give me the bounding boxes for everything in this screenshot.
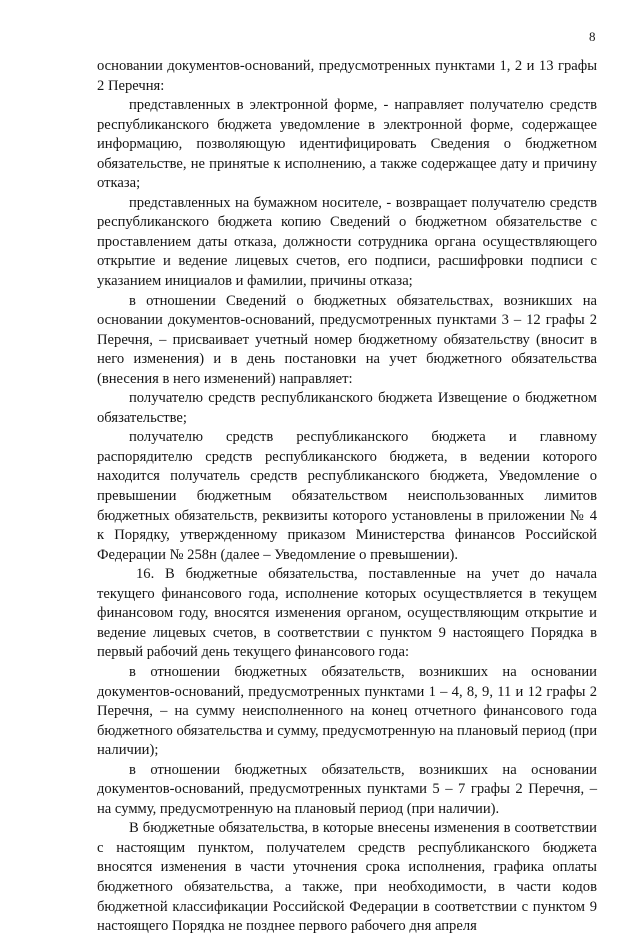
paragraph: в отношении бюджетных обязательств, возникших на основании документов-оснований, предусмотренных пунктами 5 – 7 графы 2 Перечня, – на сумму, предусмотренную на плановый период (при наличии).: [97, 761, 597, 817]
paragraph: В бюджетные обязательства, в которые внесены изменения в соответствии с настоящим пунктом, получателем средств республиканского бюджета вносятся изменения в части уточнения срока исполнения, графика оплаты бюджетного обязательства, а также, при необходимости, в части кодов бюджетной классификации Российской Федерации в соответствии с пунктом 9 настоящего Порядка не позднее первого рабочего дня апреля: [97, 820, 597, 935]
paragraph: основании документов-оснований, предусмотренных пунктами 1, 2 и 13 графы 2 Перечня:: [97, 58, 597, 94]
paragraph: получателю средств республиканского бюджета Извещение о бюджетном обязательстве;: [97, 390, 597, 426]
paragraph: в отношении Сведений о бюджетных обязательствах, возникших на основании документов-оснований, предусмотренных пунктами 3 – 12 графы 2 Перечня, – присваивает учетный номер бюджетному обязательству (вносит в него изменения) и в день постановки на учет бюджетного обязательства (внесения в него изменений) направляет:: [97, 292, 597, 387]
paragraph: представленных на бумажном носителе, - возвращает получателю средств республиканского бюджета копию Сведений о бюджетном обязательстве с проставлением даты отказа, должности сотрудника органа осуществляющего открытие и ведение лицевых счетов, его подписи, расшифровки подписи с указанием инициалов и фамилии, причины отказа;: [97, 194, 597, 290]
paragraph: представленных в электронной форме, - направляет получателю средств республиканского бюджета уведомление в электронной форме, содержащее информацию, позволяющую идентифицировать Сведения о бюджетном обязательстве, не принятые к исполнению, а также содержащее дату и причину отказа;: [97, 97, 597, 192]
paragraph: 16. В бюджетные обязательства, поставленные на учет до начала текущего финансового года, исполнение которых осуществляется в текущем финансовом году, вносятся изменения органом, осуществляющим открытие и ведение лицевых счетов, в соответствии с пунктом 9 настоящего Порядка в первый рабочий день текущего финансового года:: [97, 566, 597, 661]
document-body: [97, 57, 597, 937]
page-number: 8: [589, 29, 596, 44]
paragraph: в отношении бюджетных обязательств, возникших на основании документов-оснований, предусмотренных пунктами 1 – 4, 8, 9, 11 и 12 графы 2 Перечня, – на сумму неисполненного на конец отчетного финансового года бюджетного обязательства и сумму, предусмотренную на плановый период (при наличии);: [97, 663, 597, 759]
paragraph: получателю средств республиканского бюджета и главному распорядителю средств республиканского бюджета, в ведении которого находится получатель средств республиканского бюджета, Уведомление о превышении бюджетным обязательством неиспользованных лимитов бюджетных обязательств, реквизиты которого установлены в приложении № 4 к Порядку, утвержденному приказом Министерства финансов Российской Федерации № 258н (далее – Уведомление о превышении).: [97, 429, 597, 563]
